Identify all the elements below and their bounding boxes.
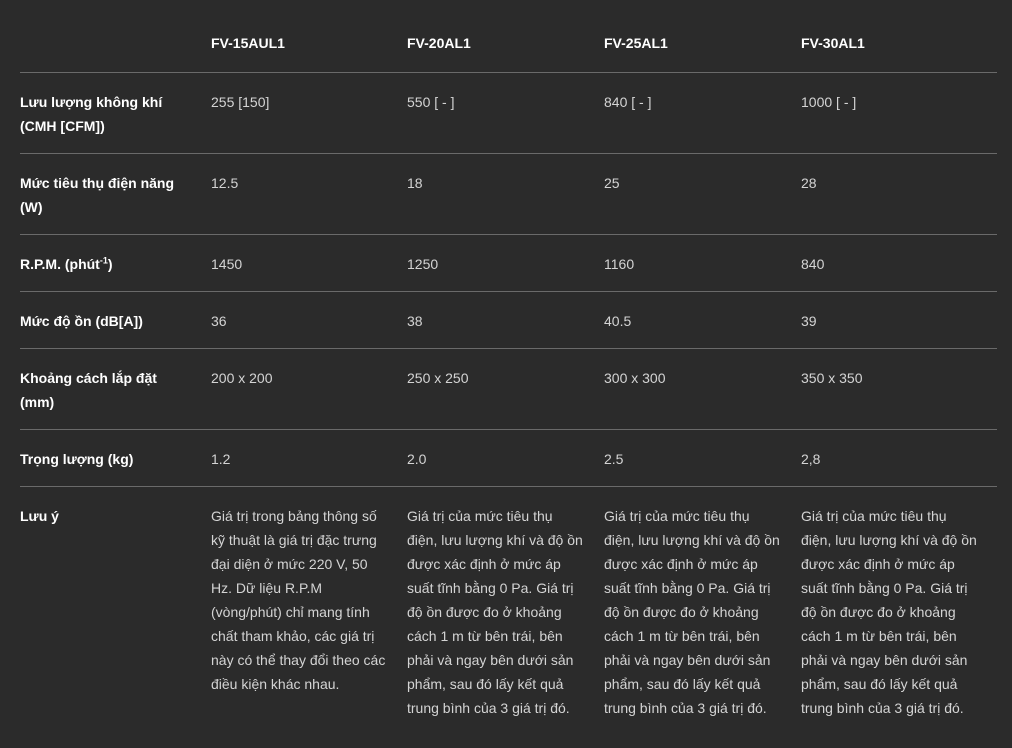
table-cell: 350 x 350: [801, 370, 863, 386]
header-cell-model: FV-15AUL1: [211, 35, 285, 51]
table-cell: 1160: [604, 256, 635, 272]
table-cell: 2,8: [801, 451, 821, 467]
row-label-line: (mm): [20, 394, 55, 410]
header-cell-empty: [20, 0, 211, 72]
note-cell: Giá trị của mức tiêu thụ điện, lưu lượng khí và độ ồn được xác định ở mức áp suất tĩnh bằng 0 Pa. Giá trị độ ồn được đo ở khoảng cách 1 m từ bên trái, bên phải và ngay bên dưới sản phẩm, sau đó lấy kết quả trung bình của 3 giá trị đó.: [604, 508, 780, 716]
table-cell: 40.5: [604, 313, 632, 329]
table-cell: 38: [407, 313, 423, 329]
table-cell: 25: [604, 175, 620, 191]
table-cell: 1.2: [211, 451, 231, 467]
table-row-airflow: [20, 73, 997, 154]
spec-table: [20, 0, 997, 748]
table-cell: 255 [150]: [211, 94, 270, 110]
table-cell: 250 x 250: [407, 370, 469, 386]
table-row-power: [20, 154, 997, 235]
row-label: [20, 235, 211, 291]
table-cell: 1250: [407, 256, 439, 272]
row-label-line: Lưu lượng không khí: [20, 94, 163, 110]
table-cell: 2.5: [604, 451, 624, 467]
row-label-line: (CMH [CFM]): [20, 118, 105, 134]
table-cell: 36: [211, 313, 227, 329]
table-row-notes: [20, 487, 997, 748]
table-row-weight: [20, 430, 997, 487]
row-label: Trọng lượng (kg): [20, 451, 134, 467]
note-cell: Giá trị của mức tiêu thụ điện, lưu lượng khí và độ ồn được xác định ở mức áp suất tĩnh bằng 0 Pa. Giá trị độ ồn được đo ở khoảng cách 1 m từ bên trái, bên phải và ngay bên dưới sản phẩm, sau đó lấy kết quả trung bình của 3 giá trị đó.: [407, 508, 583, 716]
table-cell: 1450: [211, 256, 243, 272]
table-cell: 300 x 300: [604, 370, 666, 386]
superscript: -1: [99, 255, 108, 266]
row-label: Lưu ý: [20, 508, 59, 524]
row-label: Mức độ ồn (dB[A]): [20, 313, 143, 329]
table-row-rpm: [20, 235, 997, 292]
table-cell: 840 [ - ]: [604, 94, 652, 110]
table-row-noise: [20, 292, 997, 349]
table-cell: 18: [407, 175, 423, 191]
header-cell-model: FV-30AL1: [801, 35, 865, 51]
row-label: [20, 154, 211, 234]
row-label-line: (W): [20, 199, 43, 215]
header-cell-model: FV-20AL1: [407, 35, 471, 51]
table-cell: 550 [ - ]: [407, 94, 455, 110]
note-cell: Giá trị trong bảng thông số kỹ thuật là giá trị đặc trưng đại diện ở mức 220 V, 50 Hz. Dữ liệu R.P.M (vòng/phút) chỉ mang tính chất tham khảo, các giá trị này có thể thay đổi theo các điều kiện khác nhau.: [211, 508, 386, 692]
header-cell-model: FV-25AL1: [604, 35, 668, 51]
table-cell: 200 x 200: [211, 370, 273, 386]
row-label: [20, 349, 211, 429]
row-label-close: ): [107, 256, 113, 272]
note-cell: Giá trị của mức tiêu thụ điện, lưu lượng khí và độ ồn được xác định ở mức áp suất tĩnh bằng 0 Pa. Giá trị độ ồn được đo ở khoảng cách 1 m từ bên trái, bên phải và ngay bên dưới sản phẩm, sau đó lấy kết quả trung bình của 3 giá trị đó.: [801, 508, 977, 716]
row-label-line: R.P.M. (phút: [20, 256, 100, 272]
table-row-install-size: [20, 349, 997, 430]
table-header-row: [20, 0, 997, 73]
table-cell: 2.0: [407, 451, 427, 467]
table-cell: 28: [801, 175, 817, 191]
table-cell: 39: [801, 313, 817, 329]
row-label-line: Khoảng cách lắp đặt: [20, 370, 157, 386]
table-cell: 12.5: [211, 175, 239, 191]
row-label: [20, 73, 211, 153]
row-label-line: Mức tiêu thụ điện năng: [20, 175, 175, 191]
table-cell: 840: [801, 256, 825, 272]
table-cell: 1000 [ - ]: [801, 94, 857, 110]
